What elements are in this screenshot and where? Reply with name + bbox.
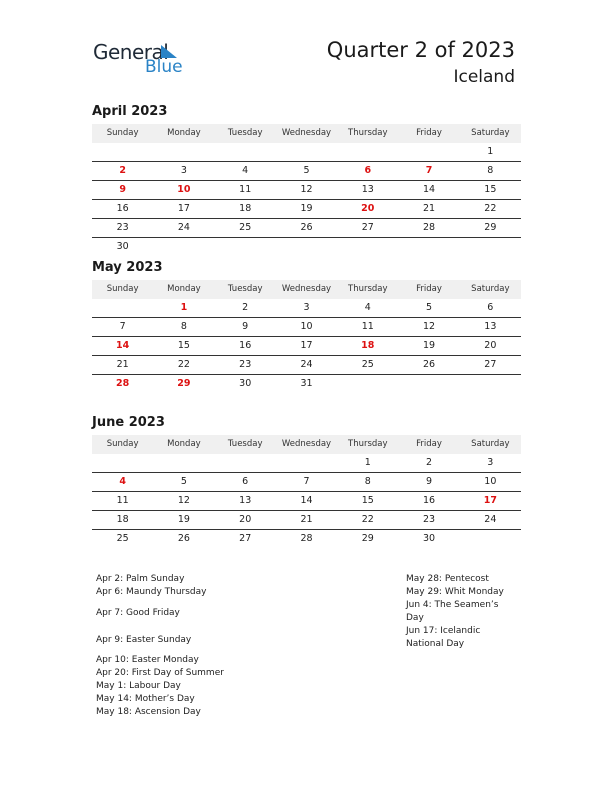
month-title: June 2023 (92, 415, 165, 430)
day-cell (215, 238, 276, 256)
day-cell: 2 (119, 165, 126, 176)
weeks (92, 454, 521, 548)
holiday-note: Jun 4: The Seamen’s (406, 600, 499, 610)
day-cell (460, 530, 521, 548)
day-cell: 14 (300, 495, 313, 506)
day-name: Thursday (348, 128, 388, 138)
day-cell: 15 (177, 340, 190, 351)
weeks (92, 299, 521, 393)
day-cell (460, 238, 521, 256)
day-cell: 21 (116, 359, 129, 370)
day-cell: 20 (239, 514, 252, 525)
day-cell (92, 143, 153, 161)
day-cell: 27 (484, 359, 497, 370)
holiday-note: Apr 7: Good Friday (96, 608, 180, 618)
day-cell (337, 143, 398, 161)
day-name: Monday (167, 439, 201, 449)
day-name: Thursday (348, 439, 388, 449)
holiday-note: May 1: Labour Day (96, 681, 181, 691)
day-cell: 20 (484, 340, 497, 351)
day-cell: 18 (361, 340, 375, 351)
day-cell: 6 (242, 476, 249, 487)
day-cell: 13 (484, 321, 497, 332)
holiday-note: May 18: Ascension Day (96, 707, 201, 717)
day-cell: 19 (300, 203, 313, 214)
day-cell: 25 (239, 222, 252, 233)
day-names-row (92, 280, 521, 299)
day-cell: 13 (239, 495, 252, 506)
day-cell: 2 (426, 457, 433, 468)
day-cell: 11 (239, 184, 252, 195)
day-cell (92, 454, 153, 472)
day-cell: 29 (361, 533, 374, 544)
day-name: Wednesday (281, 439, 332, 449)
day-cell: 21 (423, 203, 436, 214)
day-cell: 23 (116, 222, 129, 233)
day-cell: 22 (361, 514, 374, 525)
week-row (92, 162, 521, 181)
day-name: Friday (416, 439, 442, 449)
day-cell: 10 (300, 321, 313, 332)
day-name: Tuesday (227, 439, 263, 449)
day-cell: 26 (300, 222, 313, 233)
day-cell: 6 (364, 165, 372, 176)
month-title: April 2023 (92, 104, 168, 119)
day-cell: 19 (177, 514, 190, 525)
day-name: Saturday (471, 284, 510, 294)
day-cell: 16 (423, 495, 436, 506)
logo-blue-text: Blue (145, 57, 183, 77)
day-cell: 15 (361, 495, 374, 506)
day-cell: 20 (361, 203, 375, 214)
day-cell: 7 (425, 165, 433, 176)
day-cell: 1 (364, 457, 371, 468)
day-cell: 5 (426, 302, 433, 313)
holiday-note: Day (406, 613, 424, 623)
day-name: Wednesday (281, 284, 332, 294)
day-cell: 8 (364, 476, 371, 487)
day-cell: 22 (484, 203, 497, 214)
day-name: Wednesday (281, 128, 332, 138)
day-name: Saturday (471, 439, 510, 449)
day-cell: 17 (483, 495, 497, 506)
day-name: Sunday (106, 284, 139, 294)
day-cell: 4 (242, 165, 249, 176)
day-cell: 7 (119, 321, 126, 332)
day-cell: 18 (239, 203, 252, 214)
day-name: Friday (416, 128, 442, 138)
day-cell: 3 (303, 302, 310, 313)
page-title: Quarter 2 of 2023 (326, 38, 515, 62)
day-cell: 4 (119, 476, 126, 487)
day-cell: 26 (177, 533, 190, 544)
day-cell: 10 (177, 184, 191, 195)
day-cell: 4 (364, 302, 371, 313)
day-cell: 15 (484, 184, 497, 195)
week-row (92, 473, 521, 492)
day-cell: 30 (239, 378, 252, 389)
week-row (92, 530, 521, 548)
week-row (92, 219, 521, 238)
day-name: Thursday (348, 284, 388, 294)
country-name: Iceland (453, 67, 515, 87)
week-row (92, 356, 521, 375)
day-cell (398, 375, 459, 393)
week-row (92, 454, 521, 473)
day-names-row (92, 435, 521, 454)
logo-general-text: General (93, 40, 169, 64)
day-cell: 24 (300, 359, 313, 370)
day-cell: 30 (423, 533, 436, 544)
day-cell: 7 (303, 476, 310, 487)
holiday-note: Apr 2: Palm Sunday (96, 574, 185, 584)
day-cell (215, 454, 276, 472)
day-cell: 25 (116, 533, 129, 544)
day-cell: 1 (180, 302, 188, 313)
day-name: Sunday (106, 128, 139, 138)
day-cell (276, 143, 337, 161)
day-cell: 28 (423, 222, 436, 233)
day-cell: 24 (177, 222, 190, 233)
day-cell: 16 (239, 340, 252, 351)
holiday-note: Apr 20: First Day of Summer (96, 668, 224, 678)
holiday-note: Jun 17: Icelandic (406, 626, 481, 636)
month-june (92, 414, 521, 548)
day-cell: 11 (116, 495, 129, 506)
day-cell (276, 454, 337, 472)
week-row (92, 143, 521, 162)
day-cell: 3 (487, 457, 494, 468)
day-cell (398, 238, 459, 256)
day-cell: 12 (423, 321, 436, 332)
day-name: Sunday (106, 439, 139, 449)
day-cell: 26 (423, 359, 436, 370)
day-cell: 8 (487, 165, 494, 176)
day-cell: 1 (487, 146, 494, 157)
day-cell: 9 (242, 321, 249, 332)
day-cell (92, 299, 153, 317)
week-row (92, 299, 521, 318)
holiday-notes-left (96, 573, 224, 719)
day-names-row (92, 124, 521, 143)
holiday-note: May 29: Whit Monday (406, 587, 504, 597)
month-april (92, 103, 521, 256)
day-cell: 19 (423, 340, 436, 351)
day-cell (153, 238, 214, 256)
month-title: May 2023 (92, 260, 163, 275)
month-may (92, 259, 521, 393)
day-cell (337, 375, 398, 393)
day-cell: 23 (239, 359, 252, 370)
day-name: Monday (167, 284, 201, 294)
day-cell: 16 (116, 203, 129, 214)
day-cell (153, 143, 214, 161)
week-row (92, 375, 521, 393)
day-cell: 17 (177, 203, 190, 214)
day-cell: 29 (177, 378, 191, 389)
day-cell: 9 (426, 476, 433, 487)
day-cell: 5 (303, 165, 310, 176)
day-cell (215, 143, 276, 161)
holiday-note: May 14: Mother’s Day (96, 694, 195, 704)
day-cell (337, 238, 398, 256)
day-cell: 27 (239, 533, 252, 544)
week-row (92, 181, 521, 200)
week-row (92, 337, 521, 356)
day-cell: 2 (242, 302, 249, 313)
holiday-note: Apr 10: Easter Monday (96, 655, 199, 665)
holiday-notes-right (406, 573, 504, 651)
day-cell: 18 (116, 514, 129, 525)
day-cell: 14 (116, 340, 130, 351)
week-row (92, 492, 521, 511)
day-cell: 10 (484, 476, 497, 487)
day-cell: 3 (180, 165, 187, 176)
week-row (92, 238, 521, 256)
day-cell: 23 (423, 514, 436, 525)
day-cell (153, 454, 214, 472)
day-cell: 28 (116, 378, 130, 389)
day-cell: 13 (361, 184, 374, 195)
day-cell: 24 (484, 514, 497, 525)
day-cell: 12 (300, 184, 313, 195)
holiday-note: National Day (406, 639, 465, 649)
day-cell: 8 (180, 321, 187, 332)
day-cell: 27 (361, 222, 374, 233)
holiday-note: Apr 9: Easter Sunday (96, 635, 192, 645)
day-cell: 9 (119, 184, 126, 195)
day-cell: 29 (484, 222, 497, 233)
day-cell: 14 (423, 184, 436, 195)
day-cell (276, 238, 337, 256)
weeks (92, 143, 521, 256)
day-name: Monday (167, 128, 201, 138)
week-row (92, 511, 521, 530)
day-name: Friday (416, 284, 442, 294)
day-cell: 12 (177, 495, 190, 506)
day-cell: 30 (116, 241, 129, 252)
day-cell: 17 (300, 340, 313, 351)
day-name: Saturday (471, 128, 510, 138)
day-cell: 5 (180, 476, 187, 487)
day-cell: 31 (300, 378, 313, 389)
week-row (92, 318, 521, 337)
day-cell: 25 (361, 359, 374, 370)
day-name: Tuesday (227, 284, 263, 294)
day-cell: 6 (487, 302, 494, 313)
day-cell: 21 (300, 514, 313, 525)
holiday-note: May 28: Pentecost (406, 574, 489, 584)
day-cell: 22 (177, 359, 190, 370)
day-cell: 28 (300, 533, 313, 544)
day-cell (460, 375, 521, 393)
day-cell (398, 143, 459, 161)
day-name: Tuesday (227, 128, 263, 138)
day-cell: 11 (361, 321, 374, 332)
generalblue-logo (93, 40, 188, 80)
holiday-note: Apr 6: Maundy Thursday (96, 587, 207, 597)
week-row (92, 200, 521, 219)
